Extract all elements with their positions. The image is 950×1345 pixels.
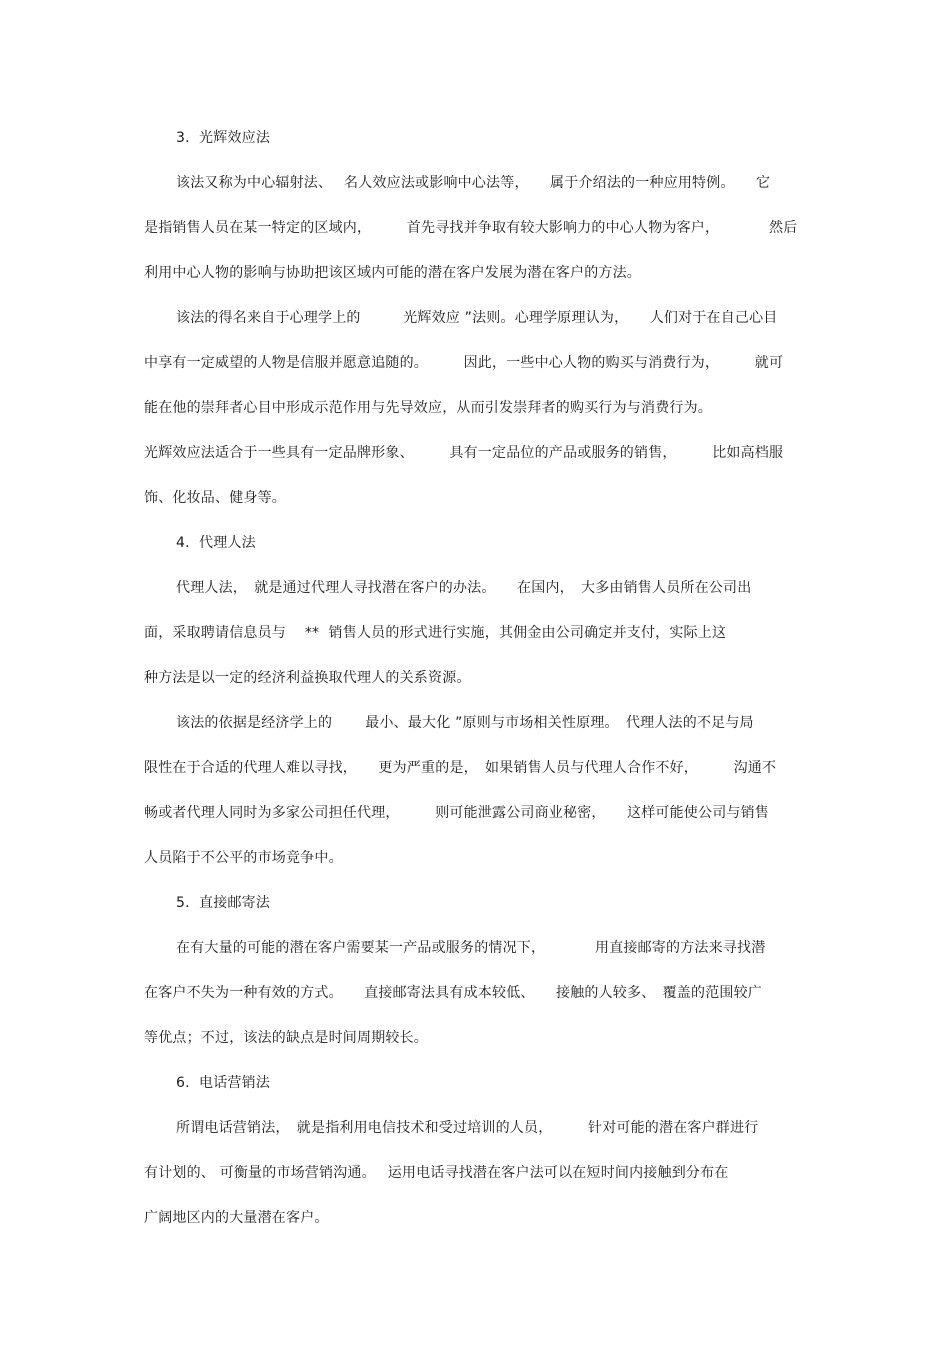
paragraph-line: 利用中心人物的影响与协助把该区域内可能的潜在客户发展为潜在客户的方法。 — [144, 265, 641, 281]
paragraph-line: 等优点；不过，该法的缺点是时间周期较长。 — [144, 1030, 428, 1046]
paragraph-line: 人员陷于不公平的市场竞争中。 — [144, 850, 343, 866]
paragraph-line: 在有大量的可能的潜在客户需要某一产品或服务的情况下， 用直接邮寄的方法来寻找潜 — [176, 940, 766, 956]
section-heading: 5. 直接邮寄法 — [176, 895, 271, 911]
paragraph-line: 广阔地区内的大量潜在客户。 — [144, 1210, 329, 1226]
paragraph-line: 中享有一定威望的人物是信服并愿意追随的。 因此，一些中心人物的购买与消费行为， 就可 — [144, 355, 784, 371]
paragraph-line: 光辉效应法适合于一些具有一定品牌形象、 具有一定品位的产品或服务的销售， 比如高档服 — [144, 445, 784, 461]
section-heading: 4. 代理人法 — [176, 535, 256, 551]
section-heading: 6. 电话营销法 — [176, 1075, 271, 1091]
paragraph-line: 是指销售人员在某一特定的区域内， 首先寻找并争取有较大影响力的中心人物为客户， 然后 — [144, 220, 798, 236]
paragraph-line: 饰、化妆品、健身等。 — [144, 490, 286, 506]
paragraph-line: 畅或者代理人同时为多家公司担任代理， 则可能泄露公司商业秘密， 这样可能使公司与销售 — [144, 805, 769, 821]
paragraph-line: 代理人法， 就是通过代理人寻找潜在客户的办法。 在国内， 大多由销售人员所在公司出 — [176, 580, 752, 596]
paragraph-line: 种方法是以一定的经济利益换取代理人的关系资源。 — [144, 670, 471, 686]
paragraph-line: 该法的得名来自于心理学上的 光辉效应 ”法则。心理学原理认为， 人们对于在自己心目 — [176, 310, 778, 326]
paragraph-line: 所谓电话营销法， 就是指利用电信技术和受过培训的人员， 针对可能的潜在客户群进行 — [176, 1120, 759, 1136]
section-heading: 3. 光辉效应法 — [176, 130, 271, 146]
paragraph-line: 有计划的、 可衡量的市场营销沟通。 运用电话寻找潜在客户法可以在短时间内接触到分布在 — [144, 1165, 729, 1181]
paragraph-line: 该法的依据是经济学上的 最小、最大化 ”原则与市场相关性原理。 代理人法的不足与局 — [176, 715, 754, 731]
paragraph-line: 该法又称为中心辐射法、 名人效应法或影响中心法等， 属于介绍法的一种应用特例。 它 — [176, 175, 771, 191]
paragraph-line: 面，采取聘请信息员与 ** 销售人员的形式进行实施，其佣金由公司确定并支付，实际上这 — [144, 625, 727, 641]
paragraph-line: 能在他的崇拜者心目中形成示范作用与先导效应，从而引发崇拜者的购买行为与消费行为。 — [144, 400, 712, 416]
paragraph-line: 限性在于合适的代理人难以寻找， 更为严重的是， 如果销售人员与代理人合作不好， 沟通不 — [144, 760, 777, 776]
paragraph-line: 在客户不失为一种有效的方式。 直接邮寄法具有成本较低、 接触的人较多、 覆盖的范围较广 — [144, 985, 762, 1001]
